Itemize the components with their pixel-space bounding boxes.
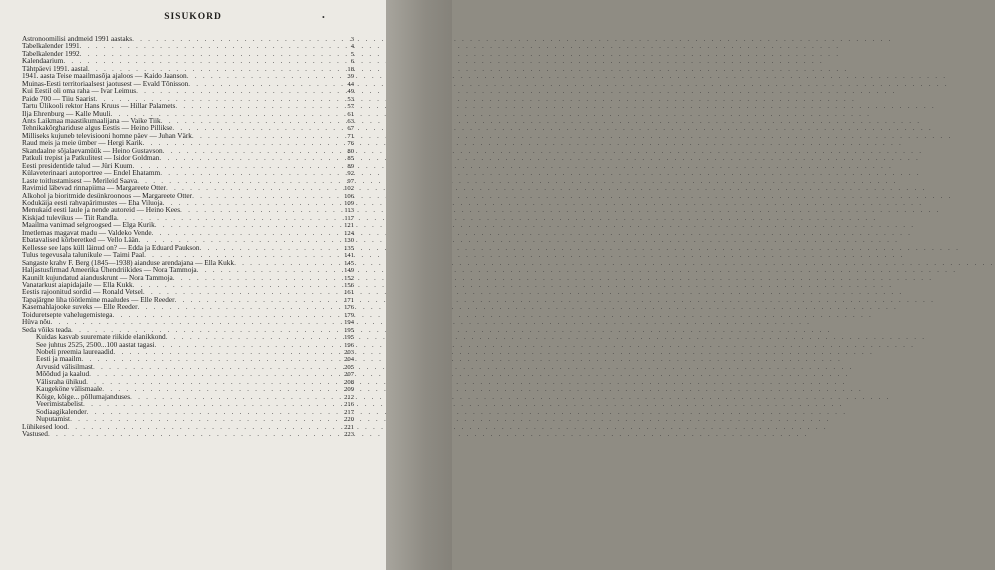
toc-entry-page: 176 <box>344 304 354 312</box>
toc-entry-page: 208 <box>344 378 354 386</box>
table-of-contents <box>22 35 354 437</box>
toc-entry-title: Veerimistabelist <box>36 399 84 409</box>
toc-entry-title: Eesti presidentide talud — Jüri Kuum <box>22 160 133 170</box>
toc-entry-title: Tabelkalender 1992 <box>22 48 80 58</box>
toc-entry-title: Eestis rajoonitud sordid — Ronald Vetsel <box>22 287 143 297</box>
toc-entry-page: 71 <box>347 132 354 140</box>
toc-entry-title: Kuidas kasvab suuremate riikide elanikkond <box>36 332 166 342</box>
background-surface <box>386 0 452 570</box>
toc-entry-title: Ants Laikmaa maastikumaalijana — Vaike Tiik <box>22 115 161 125</box>
toc-entry-title: Kui Eestil oli oma raha — Ivar Leimus <box>22 86 137 96</box>
toc-entry-page: 195 <box>344 326 354 334</box>
toc-entry-title: Tulus tegevusala talunikule — Taimi Paal <box>22 250 145 260</box>
toc-entry-page: 223 <box>344 431 354 439</box>
toc-entry-title: Sangaste krahv F. Berg (1845—1938) aianduse arendajana — Ella Kukk <box>22 257 235 267</box>
toc-entry-title: Nobeli preemia laureaadid <box>36 347 114 357</box>
toc-entry-page: 5 <box>350 50 354 58</box>
toc-entry-page: 102 <box>344 185 354 193</box>
toc-entry-title: Nuputamist <box>36 414 71 424</box>
toc-entry-title: Vastused <box>22 429 48 439</box>
toc-entry-title: Tähtpäevi 1991. aastal <box>22 63 88 73</box>
toc-entry-title: Välisraha ühikud <box>36 376 87 386</box>
toc-entry-page: 161 <box>344 289 354 297</box>
toc-entry-title: Tapajärgne liha töötlemine maaludes — Elle Reeder <box>22 294 175 304</box>
toc-entry-title: Ravimid läbevad rinnapiima — Margareete Otter <box>22 183 166 193</box>
book-page <box>0 0 386 570</box>
toc-entry-page: 141 <box>344 252 354 260</box>
toc-entry-title: Tehnikakõrghariduse algus Eestis — Heino Pillikse <box>22 123 173 133</box>
toc-entry-title: Kalendaarium <box>22 56 64 66</box>
toc-entry-page: 39 <box>347 73 354 81</box>
toc-entry-title: Tabelkalender 1991 <box>22 41 80 51</box>
toc-entry-page: 149 <box>344 267 354 275</box>
toc-entry-page: 106 <box>344 192 354 200</box>
toc-entry-title: Sodiaagikalender <box>36 406 87 416</box>
page-title: SISUKORD <box>164 12 222 22</box>
toc-entry-title: Vanatarkust aiapidajaile — Ella Kukk <box>22 279 133 289</box>
toc-entry-page: 204 <box>344 356 354 364</box>
toc-entry-title: Raud meis ja meie ümber — Hergi Karik <box>22 138 143 148</box>
toc-entry-page: 92 <box>347 170 354 178</box>
toc-entry-title: Tartu Ülikooli rektor Hans Kruus — Hillar Palamets <box>22 101 176 111</box>
toc-entry-page: 217 <box>344 408 354 416</box>
toc-entry-title: Lühikesed lood <box>22 421 68 431</box>
toc-entry-page: 57 <box>347 103 354 111</box>
toc-entry-page: 89 <box>347 162 354 170</box>
toc-entry-page: 113 <box>344 207 354 215</box>
toc-entry-title: Menukaid eesti laule ja nende autoreid — Heino Kees <box>22 205 181 215</box>
toc-entry-title: Skandaalne sõjalaevamüük — Heino Gustavson <box>22 145 163 155</box>
toc-entry-title: Eesti ja maailm <box>36 354 82 364</box>
toc-entry-page: 6 <box>350 58 354 66</box>
toc-entry-page: 212 <box>344 393 354 401</box>
toc-entry-title: Imetlemas magavat madu — Valdeko Vende <box>22 227 152 237</box>
toc-entry-page: 67 <box>347 125 354 133</box>
toc-entry-page: 124 <box>344 229 354 237</box>
toc-entry-page: 145 <box>344 259 354 267</box>
toc-entry-page: 117 <box>344 214 354 222</box>
toc-entry-page: 152 <box>344 274 354 282</box>
toc-entry-title: Toiduretsepte vahelugemistega <box>22 309 113 319</box>
toc-entry-title: 1941. aasta Teise maailmasõja ajaloos — Kaido Jaanson <box>22 71 187 81</box>
toc-entry-title: Külaveterinaari autoportree — Endel Ehatamm <box>22 168 161 178</box>
toc-entry-page: 63 <box>347 117 354 125</box>
dot-leader <box>48 430 334 437</box>
toc-entry-page: 97 <box>347 177 354 185</box>
toc-entry-title: Haljastusfirmad Ameerika Ühendriikides — Nora Tammoja <box>22 265 197 275</box>
toc-entry-page: 49 <box>347 88 354 96</box>
toc-entry-page: 221 <box>344 423 354 431</box>
toc-entry-page: 171 <box>344 296 354 304</box>
toc-entry-title: Muinas-Eesti territoriaalsest jaotusest — Evald Tõnisson <box>22 78 189 88</box>
toc-entry <box>22 430 354 437</box>
toc-entry-title: Kodukäija eesti rahvapärimustes — Eha Viluoja <box>22 197 163 207</box>
toc-entry-title: Laste toitlustamisest — Merileid Saava <box>22 175 138 185</box>
toc-entry-page: 209 <box>344 386 354 394</box>
toc-entry-title: Paide 700 — Tiiu Saarist <box>22 93 96 103</box>
toc-entry-page: 109 <box>344 199 354 207</box>
toc-entry-page: 135 <box>344 244 354 252</box>
toc-entry-page: 4 <box>350 43 354 51</box>
toc-entry-title: Ilja Ehrenburg — Kalle Muuli <box>22 108 111 118</box>
toc-entry-title: Kaugeköne välismaale <box>36 384 103 394</box>
toc-entry-page: 121 <box>344 222 354 230</box>
toc-entry-title: Kiskjad tulevikus — Tiit Randla <box>22 212 117 222</box>
toc-entry-page: 207 <box>344 371 354 379</box>
toc-entry-page: 44 <box>347 80 354 88</box>
toc-entry-page: 196 <box>344 341 354 349</box>
toc-entry-title: Kellesse see laps küll läinud on? — Edda ja Eduard Paukson <box>22 242 200 252</box>
toc-entry-page: 179 <box>344 311 354 319</box>
toc-entry-page: 130 <box>344 237 354 245</box>
toc-entry-title: Maailma vanimad selgroogsed — Elga Kurik <box>22 220 155 230</box>
toc-entry-page: 80 <box>347 147 354 155</box>
toc-entry-page: 205 <box>344 363 354 371</box>
toc-entry-title: Arvusid välisilmast <box>36 361 93 371</box>
toc-entry-page: 203 <box>344 349 354 357</box>
toc-entry-title: Mõõdud ja kaalud <box>36 369 90 379</box>
toc-entry-title: Ebatavalised kõrberetked — Vello Lään <box>22 235 139 245</box>
toc-entry-page: 85 <box>347 155 354 163</box>
toc-entry-page: 18 <box>347 65 354 73</box>
toc-entry-page: 220 <box>344 416 354 424</box>
toc-entry-page: 3 <box>350 36 354 43</box>
toc-entry-title: Patkuli trepist ja Patkulitest — Isidor Goldman <box>22 153 160 163</box>
toc-entry-title: Kaunilt kujundatud aianduskrunt — Nora Tammoja <box>22 272 173 282</box>
toc-entry-title: Alkohol ja bioritmide desünkroonoos — Margareete Otter <box>22 190 193 200</box>
toc-entry-page: 195 <box>344 334 354 342</box>
toc-entry-title: Kõige, kõige... põllumajanduses <box>36 391 131 401</box>
toc-entry-page: 76 <box>347 140 354 148</box>
toc-entry-title: Kasemahlajooke suveks — Elle Reeder <box>22 302 138 312</box>
toc-entry-page: 194 <box>344 319 354 327</box>
toc-entry-title: Astronoomilisi andmeid 1991 aastaks <box>22 34 133 43</box>
ink-mark: • <box>322 13 325 22</box>
toc-entry-title: Hüva nõu <box>22 317 51 327</box>
toc-entry-page: 53 <box>347 95 354 103</box>
toc-entry-title: See juhtus 2525, 2500...100 aastat tagasi <box>36 339 155 349</box>
toc-entry-page: 61 <box>347 110 354 118</box>
toc-entry-title: Seda võiks teada <box>22 324 72 334</box>
toc-entry-page: 216 <box>344 401 354 409</box>
toc-entry-title: Milliseks kujuneb televisiooni homne päev — Juhan Värk <box>22 130 192 140</box>
toc-entry-page: 156 <box>344 281 354 289</box>
